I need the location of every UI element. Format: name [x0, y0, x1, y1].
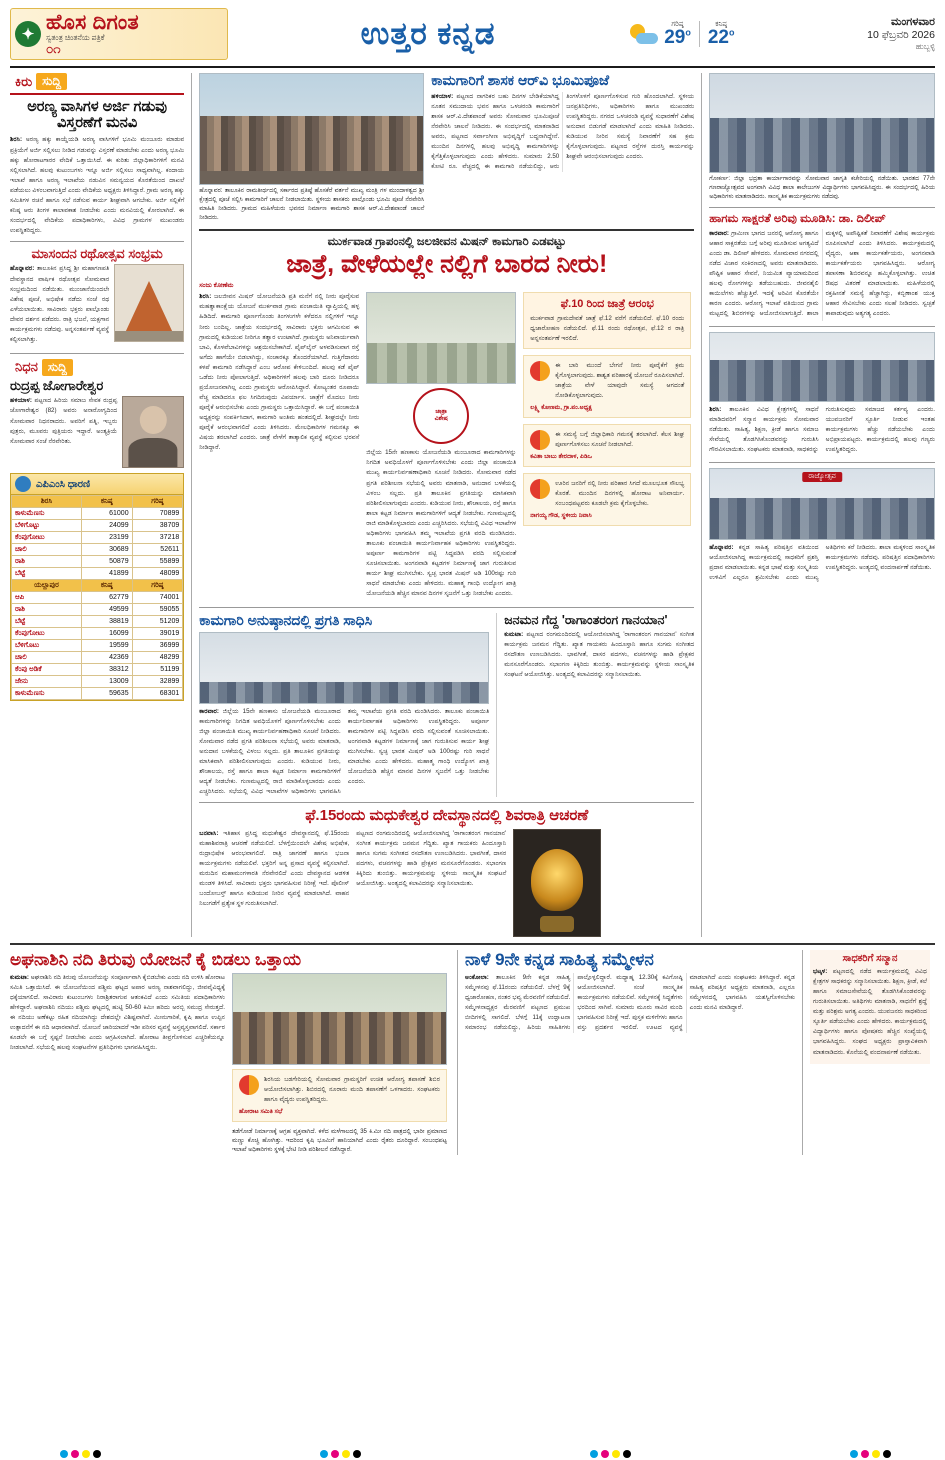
- story1-text: ಅರಣ್ಯ ಹಕ್ಕು ಕಾಯ್ದೆಯಡಿ ಅರಣ್ಯ ವಾಸಿಗಳಿಗೆ ಭೂಮಿ ಮಂಜೂರು ಮಾಡುವ ಪ್ರಕ್ರಿಯೆಗೆ ಅರ್ಜಿ ಸಲ್ಲಿಸಲು ನೀಡಿದ ಗಡುವನ್ನು ವಿಸ್ತರಣೆ ಮಾಡಬೇಕು ಎಂದು ಅರಣ್ಯ ಭೂಮಿ ಹಕ್ಕು ಹೋರಾಟಗಾರರ ವೇದಿಕೆ ಒತ್ತಾಯಿಸಿದೆ. ಈ ಕುರಿತು ಜಿಲ್ಲಾಧಿಕಾರಿಗಳಿಗೆ ಮನವಿ ಸಲ್ಲಿಸಲಾಗಿದೆ. ಹಲವು ಕುಟುಂಬಗಳು ಇನ್ನೂ ಅರ್ಜಿ ಸಲ್ಲಿಸಲು ಸಾಧ್ಯವಾಗಿಲ್ಲ. ಕಂದಾಯ ಇಲಾಖೆ ಹಾಗೂ ಅರಣ್ಯ ಇಲಾಖೆಯ ನಡುವಿನ ಸಮನ್ವಯದ ಕೊರತೆಯಿಂದ ದಾಖಲೆ ಪಡೆಯಲು ವಿಳಂಬವಾಗುತ್ತಿದೆ ಎಂದು ವೇದಿಕೆಯ ಅಧ್ಯಕ್ಷರು ತಿಳಿಸಿದ್ದಾರೆ. ಗ್ರಾಮ ಅರಣ್ಯ ಹಕ್ಕು ಸಮಿತಿಗಳ ರಚನೆ ಹಾಗೂ ಸಭೆ ನಡೆಸುವ ಕಾರ್ಯ ಶೀಘ್ರವಾಗಿ ಆಗಬೇಕು. ಅರ್ಜಿ ಸಲ್ಲಿಕೆಗೆ ಕನಿಷ್ಠ ಆರು ತಿಂಗಳ ಕಾಲಾವಕಾಶ ನೀಡಬೇಕು ಎಂದು ಮನವಿಯಲ್ಲಿ ಕೋರಲಾಗಿದೆ. ಈ ಸಂದರ್ಭದಲ್ಲಿ ವೇದಿಕೆಯ ಪದಾಧಿಕಾರಿಗಳು, ವಿವಿಧ ಗ್ರಾಮಗಳ ಮುಖಂಡರು ಉಪಸ್ಥಿತರಿದ್ದರು.: [10, 136, 185, 234]
- rate-name: ಕಾಳುಮೆಣಸು: [12, 508, 82, 520]
- quote-icon: [530, 479, 550, 499]
- edition-title: ಉತ್ತರ ಕನ್ನಡ: [360, 15, 496, 51]
- rate-min: 62779: [81, 592, 132, 604]
- obituary-body: [10, 396, 117, 468]
- river-dateline: ಕುಮಟಾ:: [10, 974, 29, 981]
- progress-text: ಜಿಲ್ಲೆಯ 15ನೇ ಹಣಕಾಸು ಯೋಜನೆಯಡಿ ಮಂಜೂರಾದ ಕಾಮಗಾರಿಗಳನ್ನು ನಿಗದಿತ ಅವಧಿಯೊಳಗೆ ಪೂರ್ಣಗೊಳಿಸಬೇಕು ಎಂದು ಜಿಲ್ಲಾ ಪಂಚಾಯಿತಿ ಮುಖ್ಯ ಕಾರ್ಯನಿರ್ವಹಣಾಧಿಕಾರಿ ಸೂಚನೆ ನೀಡಿದರು. ಸೋಮವಾರ ನಡೆದ ಪ್ರಗತಿ ಪರಿಶೀಲನಾ ಸಭೆಯಲ್ಲಿ ಅವರು ಮಾತನಾಡಿ, ಅನುದಾನ ಬಳಕೆಯಲ್ಲಿ ವಿಳಂಬ ಸಲ್ಲದು. ಪ್ರತಿ ತಾಲೂಕಿನ ಪ್ರಗತಿಯನ್ನು ಮಾಸಿಕವಾಗಿ ಪರಿಶೀಲಿಸಲಾಗುವುದು ಎಂದರು. ಕುಡಿಯುವ ನೀರು, ಶೌಚಾಲಯ, ರಸ್ತೆ ಹಾಗೂ ಶಾಲಾ ಕಟ್ಟಡ ನಿರ್ಮಾಣ ಕಾಮಗಾರಿಗಳಿಗೆ ಆದ್ಯತೆ ನೀಡಬೇಕು. ಗುಣಮಟ್ಟದಲ್ಲಿ ರಾಜಿ ಮಾಡಿಕೊಳ್ಳಬಾರದು ಎಂದು ಎಚ್ಚರಿಸಿದರು. ಸಭೆಯಲ್ಲಿ ವಿವಿಧ ಇಲಾಖೆಗಳ ಅಧಿಕಾರಿಗಳು ಭಾಗವಹಿಸಿ ತಮ್ಮ ಇಲಾಖೆಯ ಪ್ರಗತಿ ವರದಿ ಮಂಡಿಸಿದರು. ತಾಲೂಕು ಪಂಚಾಯಿತಿ ಕಾರ್ಯನಿರ್ವಾಹಕ ಅಧಿಕಾರಿಗಳು ಉಪಸ್ಥಿತರಿದ್ದರು. ಅಪೂರ್ಣ ಕಾಮಗಾರಿಗಳ ಪಟ್ಟಿ ಸಿದ್ಧಪಡಿಸಿ ವರದಿ ಸಲ್ಲಿಸುವಂತೆ ಸೂಚಿಸಲಾಯಿತು. ಅಂಗನವಾಡಿ ಕಟ್ಟಡಗಳ ನಿರ್ಮಾಣಕ್ಕೆ ಜಾಗ ಗುರುತಿಸುವ ಕಾರ್ಯ ಶೀಘ್ರ ಮುಗಿಸಬೇಕು. ಸ್ವಚ್ಛ ಭಾರತ ಮಿಷನ್ ಅಡಿ 100ರಷ್ಟು ಗುರಿ ಸಾಧನೆ ಮಾಡಬೇಕು ಎಂದು ಹೇಳಿದರು. ಮಹಾತ್ಮ ಗಾಂಧಿ ಉದ್ಯೋಗ ಖಾತ್ರಿ ಯೋಜನೆಯಡಿ ಹೆಚ್ಚಿನ ಮಾನವ ದಿನಗಳ ಸೃಜನೆಗೆ ಒತ್ತು ನೀಡಬೇಕು ಎಂದರು.: [199, 707, 490, 796]
- rates-title: ಎಪಿಎಂಸಿ ಧಾರಣಿ: [36, 478, 91, 490]
- quote-icon: [530, 430, 550, 450]
- rate-name: ಜೇನು: [12, 676, 82, 688]
- obituary-tag: ಸುದ್ದಿ: [42, 359, 73, 376]
- rate-min: 50879: [81, 556, 132, 568]
- fair-note: [523, 292, 691, 349]
- rate-min: 30689: [81, 544, 132, 556]
- table-row: [12, 532, 183, 544]
- obituary-dateline: ಹಳಿಯಾಳ:: [10, 397, 32, 405]
- temp-max: ಗರಿಷ್ಠ 29$^o$: [664, 21, 691, 48]
- quote-1-text: ಈ ಬಾರಿ ಮುಂದೆ ಬೇಗನೆ ನೀರು ಪೂರೈಕೆಗೆ ಕ್ರಮ ಕೈಗೊಳ್ಳಲಾಗುವುದು. ಶಾಶ್ವತ ಪರಿಹಾರಕ್ಕೆ ಯೋಜನೆ ರೂಪಿಸಲಾಗಿದೆ. ಜಾತ್ರೆಯ ವೇಳೆ ಯಾವುದೇ ಸಮಸ್ಯೆ ಆಗದಂತೆ ನೋಡಿಕೊಳ್ಳಲಾಗುವುದು.: [555, 362, 685, 400]
- lead-col-2: [366, 292, 516, 602]
- sanmana-dateline: ಭಟ್ಕಳ:: [813, 968, 828, 976]
- song-text: ಪಟ್ಟಣದ ರಂಗಮಂದಿರದಲ್ಲಿ ಆಯೋಜಿಸಲಾಗಿದ್ದ 'ರಾಗಾಂತರಂಗ ಗಾನಯಾನ' ಸಂಗೀತ ಕಾರ್ಯಕ್ರಮ ಜನಮನ ಗೆದ್ದಿತು. ಖ್ಯಾತ ಗಾಯಕರು ಹಿಂದೂಸ್ತಾನಿ ಹಾಗೂ ಸುಗಮ ಸಂಗೀತದ ರಸದೌತಣ ಉಣಬಡಿಸಿದರು. ಭಾವಗೀತೆ, ದಾಸರ ಪದಗಳು, ವಚನಗಳನ್ನು ಹಾಡಿ ಪ್ರೇಕ್ಷಕರ ಮನಸೂರೆಗೊಂಡರು. ಸಭಾಂಗಣ ಕಿಕ್ಕಿರಿದು ತುಂಬಿತ್ತು. ಕಾರ್ಯಕ್ರಮವನ್ನು ಸ್ಥಳೀಯ ಸಾಂಸ್ಕೃತಿಕ ಸಂಘಟನೆ ಆಯೋಜಿಸಿತ್ತು. ಅಂತ್ಯದಲ್ಲಿ ಕಲಾವಿದರನ್ನು ಸನ್ಮಾನಿಸಲಾಯಿತು.: [504, 631, 695, 679]
- sammelana-dateline: ಅಂಕೋಲಾ:: [465, 974, 489, 981]
- protest-photo: [232, 973, 447, 1065]
- award-photo-1: [709, 332, 935, 402]
- lead-text: ಜಲಜೀವನ ಮಿಷನ್ ಯೋಜನೆಯಡಿ ಪ್ರತಿ ಮನೆಗೆ ನಲ್ಲಿ ನೀರು ಪೂರೈಸುವ ಮಹತ್ವಾಕಾಂಕ್ಷೆಯ ಯೋಜನೆ ಮುರ್ಕವಾಡ ಗ್ರಾಮ ಪಂಚಾಯಿತಿ ವ್ಯಾಪ್ತಿಯಲ್ಲಿ ಹಳ್ಳ ಹಿಡಿದಿದೆ. ಕಾಮಗಾರಿ ಪೂರ್ಣಗೊಂಡು ತಿಂಗಳುಗಳೇ ಕಳೆದರೂ ನಲ್ಲಿಗಳಿಗೆ ಇನ್ನೂ ನೀರು ಬಂದಿಲ್ಲ. ಜಾತ್ರೆಯ ಸಂದರ್ಭದಲ್ಲಿ ಸಾವಿರಾರು ಭಕ್ತರು ಆಗಮಿಸುವ ಈ ಗ್ರಾಮದಲ್ಲಿ ಕುಡಿಯುವ ನೀರಿಗೂ ತತ್ವಾರ ಉಂಟಾಗಿದೆ. ಗ್ರಾಮಸ್ಥರು ಅನಿವಾರ್ಯವಾಗಿ ಬಾವಿ, ಕೊಳವೆಬಾವಿಗಳನ್ನು ಆಶ್ರಯಿಸಬೇಕಾಗಿದೆ. ಪೈಪ್‌ಲೈನ್ ಅಳವಡಿಸುವಾಗ ರಸ್ತೆ ಅಗೆದು ಹಾಗೆಯೇ ಬಿಡಲಾಗಿದ್ದು, ಸಂಚಾರಕ್ಕೂ ತೊಂದರೆಯಾಗಿದೆ. ಗುತ್ತಿಗೆದಾರರು ಕಳಪೆ ಕಾಮಗಾರಿ ನಡೆಸಿದ್ದಾರೆ ಎಂಬ ಆರೋಪ ಕೇಳಿಬಂದಿದೆ. ಹಲವು ಕಡೆ ಪೈಪ್ ಒಡೆದು ನೀರು ಪೋಲಾಗುತ್ತಿದೆ. ಅಧಿಕಾರಿಗಳಿಗೆ ಹಲವು ಬಾರಿ ದೂರು ನೀಡಿದರೂ ಪ್ರಯೋಜನವಾಗಿಲ್ಲ ಎಂದು ಗ್ರಾಮಸ್ಥರು ಆರೋಪಿಸಿದ್ದಾರೆ. ಕೋಟ್ಯಂತರ ರೂಪಾಯಿ ವೆಚ್ಚ ಮಾಡಿದರೂ ಫಲ ಸಿಗದಿರುವುದು ವಿಪರ್ಯಾಸ. ಜಾತ್ರೆಗೆ ಮೊದಲು ನೀರು ಪೂರೈಕೆ ಆರಂಭಿಸಬೇಕು ಎಂದು ಗ್ರಾಮಸ್ಥರು ಒತ್ತಾಯಿಸಿದ್ದಾರೆ. ಈ ಬಗ್ಗೆ ಪಂಚಾಯಿತಿ ಅಧ್ಯಕ್ಷರನ್ನು ಸಂಪರ್ಕಿಸಿದಾಗ, ಕಾಮಗಾರಿ ಅಂತಿಮ ಹಂತದಲ್ಲಿದೆ. ಶೀಘ್ರದಲ್ಲೇ ನೀರು ಪೂರೈಕೆ ಆರಂಭವಾಗಲಿದೆ ಎಂದು ತಿಳಿಸಿದರು. ಮೇಲಧಿಕಾರಿಗಳ ಗಮನಕ್ಕೂ ಈ ವಿಷಯ ತರಲಾಗಿದೆ ಎಂದರು. ಜಾತ್ರೆ ವೇಳೆಗೆ ತಾತ್ಕಾಲಿಕ ವ್ಯವಸ್ಥೆ ಕಲ್ಪಿಸುವ ಭರವಸೆ ನೀಡಿದ್ದಾರೆ.: [199, 293, 360, 452]
- shivaratri-col1: [199, 829, 349, 912]
- table-row: [12, 604, 183, 616]
- shivaratri-photo-block: [513, 829, 613, 937]
- rate-name: ಆಪಿ: [12, 592, 82, 604]
- ceremony-photo: [199, 73, 424, 185]
- table-row: [12, 520, 183, 532]
- culture-dateline: ಕಾರವಾರ:: [709, 229, 729, 237]
- rate-max: 59055: [132, 604, 183, 616]
- rate-min: 41899: [81, 568, 132, 580]
- rate-max: 36999: [132, 640, 183, 652]
- table-row: [12, 664, 183, 676]
- masthead: [10, 6, 935, 68]
- rate-max: 52611: [132, 544, 183, 556]
- kicker-tag: ಸುದ್ದಿ: [36, 73, 67, 90]
- dateline-date: 10 ಫೆಬ್ರವರಿ 2026: [867, 29, 935, 42]
- table-row: [12, 508, 183, 520]
- rate-name: ಚಾಲಿ: [12, 652, 82, 664]
- nidhana-suddi-header: [10, 359, 184, 376]
- top-story-block: [431, 73, 694, 223]
- rate-min: 13009: [81, 676, 132, 688]
- rate-name: ಕೆಂಪು ಅಡಿಕೆ: [12, 664, 82, 676]
- rate-name: ಬೆಟ್ಟೆ: [12, 616, 82, 628]
- rate-name: ಬೆಳಿಗೊಟು: [12, 640, 82, 652]
- song-headline: ಜನಮನ ಗೆದ್ದ 'ರಾಗಾಂತರಂಗ ಗಾನಯಾನ': [504, 613, 668, 628]
- rate-max: 74001: [132, 592, 183, 604]
- quote-3: [523, 473, 691, 526]
- dateline-city: ಹುಬ್ಬಳ್ಳಿ: [915, 42, 935, 52]
- culture-text: ಗ್ರಾಮೀಣ ಭಾಗದ ಜನರಲ್ಲಿ ಆರೋಗ್ಯ ಹಾಗೂ ಆಹಾರ ಸಾಕ್ಷರತೆಯ ಬಗ್ಗೆ ಅರಿವು ಮೂಡಿಸುವ ಅಗತ್ಯವಿದೆ ಎಂದು ಡಾ. ದಿಲೀಪ್ ಹೇಳಿದರು. ಸೋಮವಾರ ನಗರದಲ್ಲಿ ನಡೆದ ವಿಚಾರ ಸಂಕಿರಣದಲ್ಲಿ ಅವರು ಮಾತನಾಡಿದರು. ಪೌಷ್ಟಿಕ ಆಹಾರ ಸೇವನೆ, ನಿಯಮಿತ ವ್ಯಾಯಾಮದಿಂದ ಹಲವು ರೋಗಗಳನ್ನು ತಡೆಯಬಹುದು. ಜೀವನಶೈಲಿ ಕಾಯಿಲೆಗಳು ಹೆಚ್ಚುತ್ತಿವೆ. ಇದಕ್ಕೆ ಅರಿವಿನ ಕೊರತೆಯೇ ಕಾರಣ ಎಂದರು. ಆರೋಗ್ಯ ಇಲಾಖೆ ವತಿಯಿಂದ ಗ್ರಾಮ ಮಟ್ಟದಲ್ಲಿ ಶಿಬಿರಗಳನ್ನು ಆಯೋಜಿಸಲಾಗುತ್ತಿದೆ. ಶಾಲಾ ಮಕ್ಕಳಲ್ಲಿ ಅಪೌಷ್ಟಿಕತೆ ನಿವಾರಣೆಗೆ ವಿಶೇಷ ಕಾರ್ಯಕ್ರಮ ರೂಪಿಸಲಾಗಿದೆ ಎಂದು ತಿಳಿಸಿದರು. ಕಾರ್ಯಕ್ರಮದಲ್ಲಿ ವೈದ್ಯರು, ಆಶಾ ಕಾರ್ಯಕರ್ತೆಯರು, ಅಂಗನವಾಡಿ ಕಾರ್ಯಕರ್ತೆಯರು ಭಾಗವಹಿಸಿದ್ದರು. ಆರೋಗ್ಯ ತಪಾಸಣಾ ಶಿಬಿರವನ್ನೂ ಹಮ್ಮಿಕೊಳ್ಳಲಾಗಿತ್ತು. ಉಚಿತ ಔಷಧ ವಿತರಣೆ ಮಾಡಲಾಯಿತು. ಮಹಿಳೆಯರಲ್ಲಿ ರಕ್ತಹೀನತೆ ಸಮಸ್ಯೆ ಹೆಚ್ಚಾಗಿದ್ದು, ಕಬ್ಬಿಣಾಂಶ ಯುಕ್ತ ಆಹಾರ ಸೇವಿಸಬೇಕು ಎಂದು ಸಲಹೆ ನೀಡಿದರು. ಸ್ವಚ್ಛತೆ ಕಾಪಾಡುವುದು ಅತ್ಯಗತ್ಯ ಎಂದರು.: [709, 229, 935, 318]
- rate-max: 70899: [132, 508, 183, 520]
- river-headline: ಅಘನಾಶಿನಿ ನದಿ ತಿರುವು ಯೋಜನೆ ಕೈ ಬಿಡಲು ಒತ್ತಾಯ: [10, 949, 302, 969]
- progress-story: [199, 613, 489, 797]
- quote-3-text: ಊರಿನ ಜನರಿಗೆ ನಲ್ಲಿ ನೀರು ಪರಿಹಾರ ಸಿಗದೆ ಮೂಲಭೂತ ಸೌಲಭ್ಯ ಕೊರತೆ. ಮುಂದಿನ ದಿನಗಳಲ್ಲಿ ಹೋರಾಟ ಅನಿವಾರ್ಯ. ಸಂಬಂಧಪಟ್ಟವರು ಕೂಡಲೇ ಕ್ರಮ ಕೈಗೊಳ್ಳಬೇಕು.: [555, 480, 685, 507]
- lead-story: [199, 236, 694, 602]
- shivaratri-headline: ಫೆ.15ರಂದು ಮಧುಕೇಶ್ವರ ದೇವಸ್ಥಾನದಲ್ಲಿ ಶಿವರಾತ್ರಿ ಆಚರಣೆ: [305, 807, 589, 825]
- rate-min: 38312: [81, 664, 132, 676]
- table-row: [12, 640, 183, 652]
- rate-max: 48299: [132, 652, 183, 664]
- rate-name: ಬೆಳಿಗೊಟ್ಟು: [12, 520, 82, 532]
- sammelana-body: [465, 973, 795, 1033]
- publication-tagline: ಸ್ವತಂತ್ರ ಚಿಂತನೆಯ ಪತ್ರಿಕೆ: [46, 33, 105, 43]
- deity-lamp-photo: [513, 829, 601, 937]
- logo-icon: ✦: [15, 21, 41, 47]
- apmc-rates-table: [10, 473, 184, 701]
- table-row: [12, 652, 183, 664]
- table-row: [12, 688, 183, 700]
- dateline-day: ಮಂಗಳವಾರ: [890, 15, 935, 28]
- story2-body: [10, 264, 109, 347]
- cmyk-marks-center-right: [590, 1450, 631, 1458]
- rate-max: 68301: [132, 688, 183, 700]
- award2-body: [709, 543, 935, 583]
- obituary-kicker: ನಿಧನ: [15, 359, 38, 375]
- weather-widget: [628, 21, 734, 47]
- table-row: [12, 568, 183, 580]
- award2-dateline: ಹೊನ್ನಾವರ:: [709, 543, 734, 551]
- river-story: [10, 950, 450, 1155]
- rates-group2-col1: ಕನಿಷ್ಠ: [81, 580, 132, 592]
- lead-dateline: ಶಿರಸಿ:: [199, 293, 212, 301]
- sanmana-text: ಪಟ್ಟಣದಲ್ಲಿ ನಡೆದ ಕಾರ್ಯಕ್ರಮದಲ್ಲಿ ವಿವಿಧ ಕ್ಷೇತ್ರಗಳ ಸಾಧಕರನ್ನು ಸನ್ಮಾನಿಸಲಾಯಿತು. ಶಿಕ್ಷಣ, ಕ್ರೀಡೆ, ಕಲೆ ಹಾಗೂ ಸಮಾಜಸೇವೆಯಲ್ಲಿ ತೊಡಗಿಸಿಕೊಂಡವರನ್ನು ಗುರುತಿಸಲಾಯಿತು. ಅತಿಥಿಗಳು ಮಾತನಾಡಿ, ಸಾಧನೆಗೆ ಶ್ರದ್ಧೆ ಮತ್ತು ಪರಿಶ್ರಮ ಅಗತ್ಯ ಎಂದರು. ಯುವಜನರು ಸಾಧಕರಿಂದ ಸ್ಫೂರ್ತಿ ಪಡೆಯಬೇಕು ಎಂದು ಹೇಳಿದರು. ಕಾರ್ಯಕ್ರಮದಲ್ಲಿ ವಿದ್ಯಾರ್ಥಿಗಳು ಹಾಗೂ ಪೋಷಕರು ಹೆಚ್ಚಿನ ಸಂಖ್ಯೆಯಲ್ಲಿ ಭಾಗವಹಿಸಿದ್ದರು. ಸಂಘದ ಅಧ್ಯಕ್ಷರು ಪ್ರಾಸ್ತಾವಿಕವಾಗಿ ಮಾತನಾಡಿದರು. ಕೊನೆಯಲ್ಲಿ ವಂದನಾರ್ಪಣೆ ನಡೆಯಿತು.: [813, 968, 927, 1056]
- table-row: [12, 616, 183, 628]
- rate-max: 38709: [132, 520, 183, 532]
- quote-3-source: ನಾಗಯ್ಯ ಗೌಡ, ಸ್ಥಳೀಯ ನಿವಾಸಿ: [530, 511, 592, 519]
- lead-kicker: ಮುರ್ಕವಾಡ ಗ್ರಾಪಂನಲ್ಲಿ ಜಲಜೀವನ ಮಿಷನ್ ಕಾಮಗಾರಿ ಎಡವಟ್ಟು: [327, 236, 566, 248]
- fair-note-title: ಫೆ.10 ರಿಂದ ಜಾತ್ರೆ ಆರಂಭ: [560, 298, 654, 311]
- shivaratri-dateline: ಬನವಾಸಿ:: [199, 829, 219, 837]
- progress-body: [199, 707, 489, 797]
- quote-1: [523, 355, 691, 418]
- obituary-text: ಪಟ್ಟಣದ ಹಿರಿಯ ಸಮಾಜ ಸೇವಕ ರುದ್ರಪ್ಪ ಜೋಗಾರೇಶ್ವರ (82) ಅವರು ಅನಾರೋಗ್ಯದಿಂದ ಸೋಮವಾರ ನಿಧನರಾದರು. ಅವರಿಗೆ ಪತ್ನಿ, ಇಬ್ಬರು ಪುತ್ರರು, ಮೂವರು ಪುತ್ರಿಯರು ಇದ್ದಾರೆ. ಅಂತ್ಯಕ್ರಿಯೆ ಸೋಮವಾರ ಸಂಜೆ ನೆರವೇರಿತು.: [10, 397, 118, 445]
- rates-group1-label: ಶಿರಸಿ: [12, 496, 82, 508]
- table-row: [12, 556, 183, 568]
- rates-group2-label: ಯಲ್ಲಾಪುರ: [12, 580, 82, 592]
- sanmana-story: [810, 950, 930, 1064]
- quote-1-source: ಲಕ್ಷ್ಮಿ ಕೋಣಮ, ಗ್ರಾ.ಪಂ.ಅಧ್ಯಕ್ಷ: [530, 404, 592, 412]
- lead-byline: ಸಂಜು ಕೋಣೆಮ: [199, 282, 234, 290]
- story2-dateline: ಹೊನ್ನಾವರ:: [10, 265, 35, 273]
- left-column: [10, 73, 184, 701]
- fair-note-text: ಮುರ್ಕವಾಡ ಗ್ರಾಮದೇವತೆ ಜಾತ್ರೆ ಫೆ.12 ವರೆಗೆ ನಡೆಯಲಿದೆ. ಫೆ.10 ರಂದು ಧ್ವಜಾರೋಹಣ ನಡೆಯಲಿದೆ. ಫೆ.11 ರಂದು ರಥೋತ್ಸವ, ಫೆ.12 ರ ರಾತ್ರಿ ಅನ್ನಸಂತರ್ಪಣೆ ಇರಲಿದೆ.: [530, 314, 685, 342]
- rate-max: 32899: [132, 676, 183, 688]
- quote-2: [523, 424, 691, 467]
- rate-min: 59635: [81, 688, 132, 700]
- fair-special-stamp: ಜಾತ್ರಾ ವಿಶೇಷ: [413, 388, 469, 444]
- shivaratri-col2: ಪಟ್ಟಣದ ರಂಗಮಂದಿರದಲ್ಲಿ ಆಯೋಜಿಸಲಾಗಿದ್ದ 'ರಾಗಾಂತರಂಗ ಗಾನಯಾನ' ಸಂಗೀತ ಕಾರ್ಯಕ್ರಮ ಜನಮನ ಗೆದ್ದಿತು. ಖ್ಯಾತ ಗಾಯಕರು ಹಿಂದೂಸ್ತಾನಿ ಹಾಗೂ ಸುಗಮ ಸಂಗೀತದ ರಸದೌತಣ ಉಣಬಡಿಸಿದರು. ಭಾವಗೀತೆ, ದಾಸರ ಪದಗಳು, ವಚನಗಳನ್ನು ಹಾಡಿ ಪ್ರೇಕ್ಷಕರ ಮನಸೂರೆಗೊಂಡರು. ಸಭಾಂಗಣ ಕಿಕ್ಕಿರಿದು ತುಂಬಿತ್ತು. ಕಾರ್ಯಕ್ರಮವನ್ನು ಸ್ಥಳೀಯ ಸಾಂಸ್ಕೃತಿಕ ಸಂಘಟನೆ ಆಯೋಜಿಸಿತ್ತು. ಅಂತ್ಯದಲ್ಲಿ ಕಲಾವಿದರನ್ನು ಸನ್ಮಾನಿಸಲಾಯಿತು.: [356, 829, 507, 888]
- table-row: [12, 628, 183, 640]
- rate-max: 37218: [132, 532, 183, 544]
- progress-dateline: ಕಾರವಾರ:: [199, 707, 219, 715]
- story1-dateline: ಶಿರಸಿ:: [10, 136, 23, 144]
- ceremony-photo-caption: ಹೊನ್ನಾವರ: ತಾಲೂಕಿನ ರಾಮತೀರ್ಥದಲ್ಲಿ ಸರ್ಕಾರದ ಪ್ರತಿಷ್ಠೆ ಹೊಸಕೆರೆ ವರ್ತನೆ ಮುಖ್ಯ ಮಂತ್ರಿ ಗಳ ಮುಂದಾಳತ್ವದ ಶ್ರೀ ಕ್ಷೇತ್ರದಲ್ಲಿ ಪೂಜೆ ಸಲ್ಲಿಸಿ ಕಾಮಗಾರಿಗೆ ಚಾಲನೆ ನೀಡಲಾಯಿತು. ಸ್ಥಳೀಯ ಶಾಸಕರು ಪಾಲ್ಗೊಂಡು ಭೂಮಿ ಪೂಜೆ ನೆರವೇರಿಸಿ ಮಾಹಿತಿ ನೀಡಿದರು. ಗ್ರಾಮದ ಮಹಿಳೆಯರು ಭವನದ ನಿರ್ಮಾಣ ಕಾಮಗಾರಿ ಶಾಸಕ ಆರ್.ವಿ.ದೇಶಪಾಂಡೆ ಚಾಲನೆ ನೀಡಿದರು.: [199, 188, 425, 221]
- table-row: [12, 592, 183, 604]
- rate-max: 48099: [132, 568, 183, 580]
- rate-min: 16099: [81, 628, 132, 640]
- rate-min: 24099: [81, 520, 132, 532]
- lead-col2-text: ಜಿಲ್ಲೆಯ 15ನೇ ಹಣಕಾಸು ಯೋಜನೆಯಡಿ ಮಂಜೂರಾದ ಕಾಮಗಾರಿಗಳನ್ನು ನಿಗದಿತ ಅವಧಿಯೊಳಗೆ ಪೂರ್ಣಗೊಳಿಸಬೇಕು ಎಂದು ಜಿಲ್ಲಾ ಪಂಚಾಯಿತಿ ಮುಖ್ಯ ಕಾರ್ಯನಿರ್ವಹಣಾಧಿಕಾರಿ ಸೂಚನೆ ನೀಡಿದರು. ಸೋಮವಾರ ನಡೆದ ಪ್ರಗತಿ ಪರಿಶೀಲನಾ ಸಭೆಯಲ್ಲಿ ಅವರು ಮಾತನಾಡಿ, ಅನುದಾನ ಬಳಕೆಯಲ್ಲಿ ವಿಳಂಬ ಸಲ್ಲದು. ಪ್ರತಿ ತಾಲೂಕಿನ ಪ್ರಗತಿಯನ್ನು ಮಾಸಿಕವಾಗಿ ಪರಿಶೀಲಿಸಲಾಗುವುದು ಎಂದರು. ಕುಡಿಯುವ ನೀರು, ಶೌಚಾಲಯ, ರಸ್ತೆ ಹಾಗೂ ಶಾಲಾ ಕಟ್ಟಡ ನಿರ್ಮಾಣ ಕಾಮಗಾರಿಗಳಿಗೆ ಆದ್ಯತೆ ನೀಡಬೇಕು. ಗುಣಮಟ್ಟದಲ್ಲಿ ರಾಜಿ ಮಾಡಿಕೊಳ್ಳಬಾರದು ಎಂದು ಎಚ್ಚರಿಸಿದರು. ಸಭೆಯಲ್ಲಿ ವಿವಿಧ ಇಲಾಖೆಗಳ ಅಧಿಕಾರಿಗಳು ಭಾಗವಹಿಸಿ ತಮ್ಮ ಇಲಾಖೆಯ ಪ್ರಗತಿ ವರದಿ ಮಂಡಿಸಿದರು. ತಾಲೂಕು ಪಂಚಾಯಿತಿ ಕಾರ್ಯನಿರ್ವಾಹಕ ಅಧಿಕಾರಿಗಳು ಉಪಸ್ಥಿತರಿದ್ದರು. ಅಪೂರ್ಣ ಕಾಮಗಾರಿಗಳ ಪಟ್ಟಿ ಸಿದ್ಧಪಡಿಸಿ ವರದಿ ಸಲ್ಲಿಸುವಂತೆ ಸೂಚಿಸಲಾಯಿತು. ಅಂಗನವಾಡಿ ಕಟ್ಟಡಗಳ ನಿರ್ಮಾಣಕ್ಕೆ ಜಾಗ ಗುರುತಿಸುವ ಕಾರ್ಯ ಶೀಘ್ರ ಮುಗಿಸಬೇಕು. ಸ್ವಚ್ಛ ಭಾರತ ಮಿಷನ್ ಅಡಿ 100ರಷ್ಟು ಗುರಿ ಸಾಧನೆ ಮಾಡಬೇಕು ಎಂದು ಹೇಳಿದರು. ಮಹಾತ್ಮ ಗಾಂಧಿ ಉದ್ಯೋಗ ಖಾತ್ರಿ ಯೋಜನೆಯಡಿ ಹೆಚ್ಚಿನ ಮಾನವ ದಿನಗಳ ಸೃಜನೆಗೆ ಒತ್ತು ನೀಡಬೇಕು ಎಂದರು.: [366, 449, 517, 598]
- protest-callout: [232, 1069, 447, 1122]
- river-text: ಅಘನಾಶಿನಿ ನದಿ ತಿರುವು ಯೋಜನೆಯನ್ನು ಸಂಪೂರ್ಣವಾಗಿ ಕೈಬಿಡಬೇಕು ಎಂದು ನದಿ ಉಳಿಸಿ ಹೋರಾಟ ಸಮಿತಿ ಒತ್ತಾಯಿಸಿದೆ. ಈ ಯೋಜನೆಯಿಂದ ಪಶ್ಚಿಮ ಘಟ್ಟದ ಅಪಾರ ಅರಣ್ಯ ನಾಶವಾಗಲಿದ್ದು, ಜೀವವೈವಿಧ್ಯಕ್ಕೆ ಧಕ್ಕೆಯಾಗಲಿದೆ. ಸಾವಿರಾರು ಕುಟುಂಬಗಳು ನಿರಾಶ್ರಿತರಾಗುವ ಆತಂಕವಿದೆ ಎಂದು ಸಮಿತಿಯ ಪದಾಧಿಕಾರಿಗಳು ಹೇಳಿದ್ದಾರೆ. ಅಘನಾಶಿನಿ ನದಿಯು ಪಶ್ಚಿಮ ಘಟ್ಟದಲ್ಲಿ ಹುಟ್ಟಿ 50-60 ಕಿಮೀ ಹರಿದು ಅರಬ್ಬಿ ಸಮುದ್ರ ಸೇರುತ್ತದೆ. ಈ ನದಿಯು ಅಣೆಕಟ್ಟು ರಹಿತ ನದಿಯಾಗಿದ್ದು ದೇಶದಲ್ಲೇ ವಿಶಿಷ್ಟವಾಗಿದೆ. ಮೀನುಗಾರಿಕೆ, ಕೃಷಿ ಹಾಗೂ ಉಪ್ಪಿನ ಉತ್ಪಾದನೆಗೆ ಈ ನದಿ ಆಧಾರವಾಗಿದೆ. ಯೋಜನೆ ಜಾರಿಯಾದರೆ ಇಡೀ ಪರಿಸರ ವ್ಯವಸ್ಥೆ ಅಸ್ತವ್ಯಸ್ತವಾಗಲಿದೆ. ಸರ್ಕಾರ ಕೂಡಲೇ ಈ ಬಗ್ಗೆ ಸ್ಪಷ್ಟನೆ ನೀಡಬೇಕು ಎಂದು ಆಗ್ರಹಿಸಲಾಗಿದೆ. ಹೋರಾಟ ತೀವ್ರಗೊಳಿಸುವ ಎಚ್ಚರಿಕೆಯನ್ನೂ ನೀಡಲಾಗಿದೆ. ಸಭೆಯಲ್ಲಿ ಹಲವು ಸಂಘಟನೆಗಳ ಪ್ರತಿನಿಧಿಗಳು ಭಾಗವಹಿಸಿದ್ದರು.: [10, 974, 225, 1052]
- top-story-body: [431, 92, 694, 172]
- temple-photo: [114, 264, 184, 342]
- rate-name: ಬೆಟ್ಟೆ: [12, 568, 82, 580]
- rate-name: ರಾಶಿ: [12, 604, 82, 616]
- award1-dateline: ಶಿರಸಿ:: [709, 405, 722, 413]
- award1-text: ತಾಲೂಕಿನ ವಿವಿಧ ಕ್ಷೇತ್ರಗಳಲ್ಲಿ ಸಾಧನೆ ಮಾಡಿದವರಿಗೆ ಸನ್ಮಾನ ಕಾರ್ಯಕ್ರಮ ಸೋಮವಾರ ನಡೆಯಿತು. ಸಾಹಿತ್ಯ, ಶಿಕ್ಷಣ, ಕ್ರೀಡೆ ಹಾಗೂ ಸಮಾಜ ಸೇವೆಯಲ್ಲಿ ತೊಡಗಿಸಿಕೊಂಡವರನ್ನು ಗುರುತಿಸಿ ಗೌರವಿಸಲಾಯಿತು. ಸಂಘಟಕರು ಮಾತನಾಡಿ, ಸಾಧಕರನ್ನು ಗುರುತಿಸುವುದು ಸಮಾಜದ ಕರ್ತವ್ಯ ಎಂದರು. ಯುವಜನರಿಗೆ ಸ್ಫೂರ್ತಿ ನೀಡುವ ಇಂತಹ ಕಾರ್ಯಕ್ರಮಗಳು ಹೆಚ್ಚು ನಡೆಯಬೇಕು ಎಂದು ಅಭಿಪ್ರಾಯಪಟ್ಟರು. ಕಾರ್ಯಕ್ರಮದಲ್ಲಿ ಹಲವು ಗಣ್ಯರು ಉಪಸ್ಥಿತರಿದ್ದರು.: [709, 405, 935, 453]
- center-zone: [199, 73, 694, 937]
- rate-name: ಕೆಂಪುಗೋಟು: [12, 532, 82, 544]
- publication-title: ಹೊಸ ದಿಗಂತ: [46, 11, 139, 35]
- rates-group1-col2: ಗರಿಷ್ಠ: [132, 496, 183, 508]
- rate-name: ಕೆಂಪುಗೋಟು: [12, 628, 82, 640]
- river-col1: [10, 973, 225, 1056]
- song-story: [504, 613, 694, 683]
- shivaratri-text: ಇತಿಹಾಸ ಪ್ರಸಿದ್ಧ ಮಧುಕೇಶ್ವರ ದೇವಸ್ಥಾನದಲ್ಲಿ ಫೆ.15ರಂದು ಮಹಾಶಿವರಾತ್ರಿ ಆಚರಣೆ ನಡೆಯಲಿದೆ. ಬೆಳಗ್ಗೆಯಿಂದಲೇ ವಿಶೇಷ ಅಭಿಷೇಕ, ರುದ್ರಾಭಿಷೇಕ ಆರಂಭವಾಗಲಿದೆ. ರಾತ್ರಿ ಜಾಗರಣೆ ಹಾಗೂ ಭಜನಾ ಕಾರ್ಯಕ್ರಮಗಳು ನಡೆಯಲಿವೆ. ಭಕ್ತರಿಗೆ ಅನ್ನ ಪ್ರಸಾದ ವ್ಯವಸ್ಥೆ ಕಲ್ಪಿಸಲಾಗಿದೆ. ಮರುದಿನ ಮಹಾಮಂಗಳಾರತಿ ನೆರವೇರಲಿದೆ ಎಂದು ದೇವಸ್ಥಾನದ ಆಡಳಿತ ಮಂಡಳಿ ತಿಳಿಸಿದೆ. ಸಾವಿರಾರು ಭಕ್ತರು ಭಾಗವಹಿಸುವ ನಿರೀಕ್ಷೆ ಇದೆ. ಪೊಲೀಸ್ ಬಂದೋಬಸ್ತ್ ಹಾಗೂ ಕುಡಿಯುವ ನೀರಿನ ವ್ಯವಸ್ಥೆ ಮಾಡಲಾಗಿದೆ. ವಾಹನ ನಿಲುಗಡೆಗೆ ಪ್ರತ್ಯೇಕ ಸ್ಥಳ ಗುರುತಿಸಲಾಗಿದೆ.: [199, 829, 350, 908]
- dateline: [867, 16, 935, 53]
- song-dateline: ಕುಮಟಾ:: [504, 631, 524, 639]
- lead-col-1: [199, 292, 359, 456]
- rate-min: 19599: [81, 640, 132, 652]
- rate-min: 49599: [81, 604, 132, 616]
- rate-max: 39019: [132, 628, 183, 640]
- culture-body: [709, 229, 935, 321]
- quote-2-text: ಈ ಸಮಸ್ಯೆ ಬಗ್ಗೆ ಜಿಲ್ಲಾಧಿಕಾರಿ ಗಮನಕ್ಕೆ ತರಲಾಗಿದೆ. ಕೆಲಸ ಶೀಘ್ರ ಪೂರ್ಣಗೊಳಿಸಲು ಸೂಚನೆ ನೀಡಲಾಗಿದೆ.: [555, 431, 685, 449]
- award2-text: ಕನ್ನಡ ಸಾಹಿತ್ಯ ಪರಿಷತ್ತಿನ ವತಿಯಿಂದ ಆಯೋಜಿಸಲಾಗಿದ್ದ ಕಾರ್ಯಕ್ರಮದಲ್ಲಿ ಸಾಧಕರಿಗೆ ಪ್ರಶಸ್ತಿ ಪ್ರದಾನ ಮಾಡಲಾಯಿತು. ಕನ್ನಡ ಭಾಷೆ ಮತ್ತು ಸಂಸ್ಕೃತಿಯ ಉಳಿವಿಗೆ ಎಲ್ಲರೂ ಶ್ರಮಿಸಬೇಕು ಎಂದು ಮುಖ್ಯ ಅತಿಥಿಗಳು ಕರೆ ನೀಡಿದರು. ಶಾಲಾ ಮಕ್ಕಳಿಂದ ಸಾಂಸ್ಕೃತಿಕ ಕಾರ್ಯಕ್ರಮಗಳು ನಡೆದವು. ಪರಿಷತ್ತಿನ ಪದಾಧಿಕಾರಿಗಳು ಉಪಸ್ಥಿತರಿದ್ದರು. ಅಂತ್ಯದಲ್ಲಿ ವಂದನಾರ್ಪಣೆ ನಡೆಯಿತು.: [709, 543, 935, 581]
- obituary-portrait: [122, 396, 184, 468]
- rate-max: 55899: [132, 556, 183, 568]
- rate-name: ರಾಶಿ: [12, 556, 82, 568]
- page-number: ೦೧: [46, 41, 61, 57]
- sammelana-story: [465, 950, 795, 1033]
- top-story-dateline: ಹಳಿಯಾಳ:: [431, 92, 454, 100]
- award1-body: [709, 405, 935, 457]
- sanmana-body: [813, 967, 927, 1057]
- quote-icon: [530, 361, 550, 381]
- quote-2-source: ಕವಿತಾ ಬಾಬು ತೇರದಾಳ, ಪಿಡಿಒ: [530, 453, 593, 461]
- river-col2: [232, 973, 447, 1155]
- sanmana-headline: ಸಾಧಕರಿಗೆ ಸನ್ಮಾನ: [842, 952, 898, 964]
- cmyk-marks-center-left: [320, 1450, 361, 1458]
- sun-cloud-icon: [628, 23, 658, 45]
- table-row: [12, 676, 183, 688]
- rates-group2-col2: ಗರಿಷ್ಠ: [132, 580, 183, 592]
- progress-headline: ಕಾಮಗಾರಿ ಅನುಷ್ಠಾನದಲ್ಲಿ ಪ್ರಗತಿ ಸಾಧಿಸಿ: [199, 612, 373, 629]
- right-column: [709, 73, 935, 583]
- story2-text: ತಾಲೂಕಿನ ಪ್ರಸಿದ್ಧ ಶ್ರೀ ಮಹಾಗಣಪತಿ ದೇವಸ್ಥಾನದ ವಾರ್ಷಿಕ ರಥೋತ್ಸವ ಸೋಮವಾರ ಸಂಭ್ರಮದಿಂದ ನಡೆಯಿತು. ಮುಂಜಾನೆಯಿಂದಲೇ ವಿಶೇಷ ಪೂಜೆ, ಅಭಿಷೇಕ ನಡೆದು ಸಂಜೆ ರಥ ಎಳೆಯಲಾಯಿತು. ಸಾವಿರಾರು ಭಕ್ತರು ಪಾಲ್ಗೊಂಡು ದೇವರ ದರ್ಶನ ಪಡೆದರು. ರಾತ್ರಿ ಭಜನೆ, ಯಕ್ಷಗಾನ ಕಾರ್ಯಕ್ರಮಗಳು ನಡೆದವು. ಅನ್ನಸಂತರ್ಪಣೆ ವ್ಯವಸ್ಥೆ ಕಲ್ಪಿಸಲಾಗಿತ್ತು.: [10, 265, 110, 343]
- culture-headline: ಹಾಗಮ ಸಾಕ್ಷರತೆ ಅರಿವು ಮೂಡಿಸಿ: ಡಾ. ದಿಲೀಪ್: [709, 213, 886, 225]
- protest-footer-note: ತಡೆಗೋಡೆ ನಿರ್ಮಾಣಕ್ಕೆ ಆಗ್ರಹ ವ್ಯಕ್ತವಾಗಿದೆ. ಕಳೆದ ಮಳೆಗಾಲದಲ್ಲಿ 35 ಕಿ.ಮೀ ನದಿ ಪಾತ್ರದಲ್ಲಿ ಭಾರೀ ಪ್ರಮಾಣದ ಮಣ್ಣು ಕೊಚ್ಚಿ ಹೋಗಿತ್ತು. ಇದರಿಂದ ಕೃಷಿ ಭೂಮಿಗೆ ಹಾನಿಯಾಗಿದೆ ಎಂದು ರೈತರು ದೂರಿದ್ದಾರೆ. ಸಂಬಂಧಪಟ್ಟ ಇಲಾಖೆ ಅಧಿಕಾರಿಗಳು ಸ್ಥಳಕ್ಕೆ ಭೇಟಿ ನೀಡಿ ಪರಿಶೀಲನೆ ನಡೆಸಿದ್ದಾರೆ.: [232, 1128, 447, 1153]
- story2-headline: ಮಾಸಂದನ ರಥೋತ್ಸವ ಸಂಭ್ರಮ: [31, 245, 163, 261]
- cmyk-marks-right: [850, 1450, 891, 1458]
- rate-max: 51199: [132, 664, 183, 676]
- publication-logo[interactable]: [10, 8, 228, 60]
- photo-banner-label: ರಾಜ್ಯೋತ್ಸವ: [802, 472, 841, 482]
- sammelana-headline: ನಾಳೆ 9ನೇ ಕನ್ನಡ ಸಾಹಿತ್ಯ ಸಮ್ಮೇಳನ: [465, 949, 654, 969]
- water-tap-photo: [366, 292, 516, 384]
- workshop-photo: [709, 73, 935, 173]
- quote-icon: [239, 1075, 259, 1095]
- protest-callout-source: ಹೋರಾಟ ಸಮಿತಿ ಸಭೆ: [239, 1107, 283, 1115]
- award-photo-2: [709, 468, 935, 540]
- lead-col-3: [523, 292, 691, 532]
- market-icon: [15, 476, 31, 492]
- table-row: [12, 544, 183, 556]
- story1-body: [10, 135, 184, 235]
- top-story-text: ಪಟ್ಟಣದ ನಾಗರಿಕರ ಬಹು ದಿನಗಳ ಬೇಡಿಕೆಯಾಗಿದ್ದ ನೂತನ ಸಮುದಾಯ ಭವನ ಹಾಗೂ ಒಳಚರಂಡಿ ಕಾಮಗಾರಿಗೆ ಶಾಸಕ ಆರ್.ವಿ.ದೇಶಪಾಂಡೆ ಅವರು ಸೋಮವಾರ ಭೂಮಿಪೂಜೆ ನೆರವೇರಿಸಿ ಚಾಲನೆ ನೀಡಿದರು. ಈ ಸಂದರ್ಭದಲ್ಲಿ ಮಾತನಾಡಿದ ಅವರು, ಪಟ್ಟಣದ ಸರ್ವಾಂಗೀಣ ಅಭಿವೃದ್ಧಿಗೆ ಬದ್ಧನಾಗಿದ್ದೇನೆ. ಮುಂದಿನ ದಿನಗಳಲ್ಲಿ ಹಲವು ಅಭಿವೃದ್ಧಿ ಕಾಮಗಾರಿಗಳನ್ನು ಕೈಗೆತ್ತಿಕೊಳ್ಳಲಾಗುವುದು ಎಂದು ಹೇಳಿದರು. ಸುಮಾರು 2.50 ಕೋಟಿ ರೂ. ವೆಚ್ಚದಲ್ಲಿ ಈ ಕಾಮಗಾರಿ ನಡೆಯಲಿದ್ದು, ಆರು ತಿಂಗಳೊಳಗೆ ಪೂರ್ಣಗೊಳಿಸುವ ಗುರಿ ಹೊಂದಲಾಗಿದೆ. ಸ್ಥಳೀಯ ಜನಪ್ರತಿನಿಧಿಗಳು, ಅಧಿಕಾರಿಗಳು ಹಾಗೂ ಮುಖಂಡರು ಉಪಸ್ಥಿತರಿದ್ದರು. ನಗರದ ಒಳಚರಂಡಿ ವ್ಯವಸ್ಥೆ ಸುಧಾರಣೆಗೆ ವಿಶೇಷ ಅನುದಾನ ಬಿಡುಗಡೆ ಮಾಡಲಾಗಿದೆ ಎಂದು ಮಾಹಿತಿ ನೀಡಿದರು. ಕುಡಿಯುವ ನೀರಿನ ಸಮಸ್ಯೆ ನಿವಾರಣೆಗೆ ಸಹ ಕ್ರಮ ಕೈಗೊಳ್ಳಲಾಗುವುದು. ಪಟ್ಟಣದ ರಸ್ತೆಗಳ ದುರಸ್ತಿ ಕಾರ್ಯವನ್ನು ಶೀಘ್ರವೇ ಆರಂಭಿಸಲಾಗುವುದು ಎಂದರು.: [431, 92, 695, 170]
- rates-group1-col1: ಕನಿಷ್ಠ: [81, 496, 132, 508]
- temp-min: ಕನಿಷ್ಠ 22$^o$: [707, 21, 735, 48]
- obituary-headline: ರುದ್ರಪ್ಪ ಜೋಗಾರೇಶ್ವರ: [10, 377, 104, 393]
- rate-min: 61000: [81, 508, 132, 520]
- meeting-photo: [199, 632, 489, 704]
- rate-name: ಚಾಲಿ: [12, 544, 82, 556]
- bottom-strip: [10, 950, 935, 1155]
- rate-min: 42369: [81, 652, 132, 664]
- cmyk-marks-left: [60, 1450, 101, 1458]
- protest-callout-text: ಶಿರಸಿಯ ಬಡಗೇರಿಯಲ್ಲಿ ಸೋಮವಾರ ಗ್ರಾಮಸ್ಥರಿಗೆ ಉಚಿತ ಆರೋಗ್ಯ ತಪಾಸಣೆ ಶಿಬಿರ ಆಯೋಜಿಸಲಾಗಿತ್ತು. ಶಿಬಿರದಲ್ಲಿ ನೂರಾರು ಮಂದಿ ತಪಾಸಣೆಗೆ ಒಳಗಾದರು. ಸಂಘಟಕರು ಹಾಗೂ ವೈದ್ಯರು ಉಪಸ್ಥಿತರಿದ್ದರು.: [264, 1076, 440, 1103]
- workshop-photo-caption: ಗೋಕರ್ಣ: ಜಿಲ್ಲಾ ಭದ್ರತಾ ಕಾರ್ಯಾಗಾರವನ್ನು ಸೋಮವಾರ ಜಾಗೃತಿ ಕಚೇರಿಯಲ್ಲಿ ನಡೆಯಿತು. ಭಾರತದ 77ನೇ ಗಣರಾಜ್ಯೋತ್ಸವದ ಅಂಗವಾಗಿ ವಿವಿಧ ಶಾಲಾ ಕಾಲೇಜುಗಳ ವಿದ್ಯಾರ್ಥಿಗಳು ಭಾಗವಹಿಸಿದ್ದರು. ಈ ಸಂದರ್ಭದಲ್ಲಿ ಹಿರಿಯ ಅಧಿಕಾರಿಗಳು ಮಾತನಾಡಿದರು. ಸಾಂಸ್ಕೃತಿಕ ಕಾರ್ಯಕ್ರಮಗಳು ನಡೆದವು.: [709, 176, 935, 200]
- rate-max: 51209: [132, 616, 183, 628]
- sammelana-text: ತಾಲೂಕಿನ 9ನೇ ಕನ್ನಡ ಸಾಹಿತ್ಯ ಸಮ್ಮೇಳನವು ಫೆ.11ರಂದು ನಡೆಯಲಿದೆ. ಬೆಳಗ್ಗೆ 9ಕ್ಕೆ ಧ್ವಜಾರೋಹಣ, ನಂತರ ಭವ್ಯ ಮೆರವಣಿಗೆ ನಡೆಯಲಿದೆ. ಸಮ್ಮೇಳನಾಧ್ಯಕ್ಷರ ಮೆರವಣಿಗೆ ಪಟ್ಟಣದ ಪ್ರಮುಖ ಬೀದಿಗಳಲ್ಲಿ ಸಾಗಲಿದೆ. ಬೆಳಗ್ಗೆ 11ಕ್ಕೆ ಉದ್ಘಾಟನಾ ಸಮಾರಂಭ ನಡೆಯಲಿದ್ದು, ಹಿರಿಯ ಸಾಹಿತಿಗಳು ಪಾಲ್ಗೊಳ್ಳಲಿದ್ದಾರೆ. ಮಧ್ಯಾಹ್ನ 12.30ಕ್ಕೆ ಕವಿಗೋಷ್ಠಿ ಆಯೋಜಿಸಲಾಗಿದೆ. ಸಂಜೆ ಸಾಂಸ್ಕೃತಿಕ ಕಾರ್ಯಕ್ರಮಗಳು ನಡೆಯಲಿವೆ. ಸಮ್ಮೇಳನಕ್ಕೆ ಸಿದ್ಧತೆಗಳು ಭರದಿಂದ ಸಾಗಿವೆ. ಸುಮಾರು ಮೂರು ಸಾವಿರ ಮಂದಿ ಭಾಗವಹಿಸುವ ನಿರೀಕ್ಷೆ ಇದೆ. ಪುಸ್ತಕ ಮಳಿಗೆಗಳು ಹಾಗೂ ವಸ್ತು ಪ್ರದರ್ಶನ ಇರಲಿದೆ. ಊಟದ ವ್ಯವಸ್ಥೆ ಮಾಡಲಾಗಿದೆ ಎಂದು ಸಂಘಟಕರು ತಿಳಿಸಿದ್ದಾರೆ. ಕನ್ನಡ ಸಾಹಿತ್ಯ ಪರಿಷತ್ತಿನ ಅಧ್ಯಕ್ಷರು ಮಾತನಾಡಿ, ಎಲ್ಲರೂ ಸಮ್ಮೇಳನದಲ್ಲಿ ಭಾಗವಹಿಸಿ ಯಶಸ್ವಿಗೊಳಿಸಬೇಕು ಎಂದು ಮನವಿ ಮಾಡಿದ್ದಾರೆ.: [465, 974, 795, 1032]
- lead-headline: ಜಾತ್ರೆ, ವೇಳೆಯಲ್ಲೇ ನಲ್ಲಿಗೆ ಬಾರದ ನೀರು!: [286, 249, 608, 278]
- rate-min: 23199: [81, 532, 132, 544]
- song-body: [504, 630, 694, 680]
- top-photo-block: [199, 73, 424, 223]
- top-story-headline: ಕಾಮಗಾರಿಗೆ ಶಾಸಕ ಆರ್‌ವಿ ಭೂಮಿಪೂಜೆ: [431, 72, 610, 88]
- kiru-suddi-header: [10, 73, 184, 90]
- rate-name: ಕಾಳುಮೆಣಸು: [12, 688, 82, 700]
- kicker-pre: ಕಿರು: [15, 73, 33, 89]
- rate-min: 38819: [81, 616, 132, 628]
- shivaratri-story: [199, 808, 694, 937]
- story1-headline: ಅರಣ್ಯ ವಾಸಿಗಳ ಅರ್ಜಿ ಗಡುವು ವಿಸ್ತರಣೆಗೆ ಮನವಿ: [27, 99, 167, 132]
